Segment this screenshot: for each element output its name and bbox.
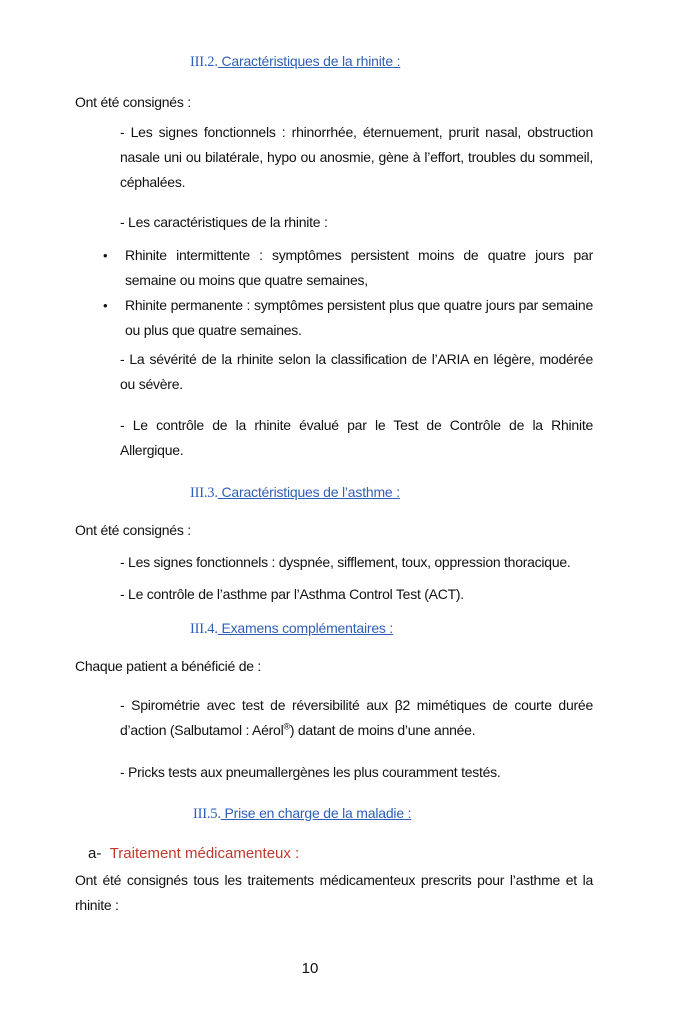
subheading-traitement [88,844,299,864]
heading-title: Caractéristiques de l’asthme : [217,484,400,500]
bullet-item: Rhinite intermittente : symptômes persistent moins de quatre jours par semaine ou moins que quatre semaines, [125,247,593,288]
paragraph-pricks: - Pricks tests aux pneumallergènes les plus couramment testés. [120,764,501,780]
intro-asthme: Ont été consignés : [75,522,191,538]
paragraph-signes-asthme: - Les signes fonctionnels : dyspnée, sifflement, toux, oppression thoracique. [120,554,571,570]
page-number: 10 [301,960,319,977]
subheading-label: a- [88,845,102,862]
bullet-icon: • [103,298,108,313]
paragraph-caracteristiques-rhinite: - Les caractéristiques de la rhinite : [120,214,328,230]
registered-mark: ® [283,721,290,732]
paragraph-signes-rhinite: - Les signes fonctionnels : rhinorrhée, éternuement, prurit nasal, obstruction nasale uni ou bilatérale, hypo ou anosmie, gène à l’effort, troubles du sommeil, céphalées. [120,124,593,190]
heading-title: Prise en charge de la maladie : [220,805,412,821]
paragraph-severite-rhinite: - La sévérité de la rhinite selon la classification de l’ARIA en légère, modérée ou sévère. [120,351,593,392]
paragraph-spirometrie [120,693,593,743]
paragraph-controle-rhinite: - Le contrôle de la rhinite évalué par le Test de Contrôle de la Rhinite Allergique. [120,417,593,458]
paragraph-controle-asthme: - Le contrôle de l’asthme par l’Asthma Control Test (ACT). [120,586,464,602]
heading-number: III.2. [190,54,218,70]
heading-number: III.4. [190,621,218,637]
bullet-icon: • [103,248,108,263]
intro-examens: Chaque patient a bénéficié de : [75,658,262,674]
paragraph-traitements: Ont été consignés tous les traitements médicamenteux prescrits pour l’asthme et la rhinite : [75,872,593,913]
subheading-title: Traitement médicamenteux : [109,845,300,862]
spirometrie-text-end: ) datant de moins d’une année. [289,722,476,738]
heading-number: III.3. [190,485,218,501]
heading-title: Examens complémentaires : [217,620,394,636]
bullet-item: Rhinite permanente : symptômes persistent plus que quatre jours par semaine ou plus que quatre semaines. [125,297,593,338]
heading-asthme [190,482,400,503]
heading-rhinite [190,51,400,72]
intro-rhinite: Ont été consignés : [75,94,191,110]
heading-number: III.5. [193,806,221,822]
heading-prise-en-charge [193,803,411,824]
spirometrie-text: - Spirométrie avec test de réversibilité aux β2 mimétiques de courte durée d’action (Salbutamol : Aérol [120,697,593,738]
heading-examens [190,618,393,639]
heading-title: Caractéristiques de la rhinite : [217,53,401,69]
